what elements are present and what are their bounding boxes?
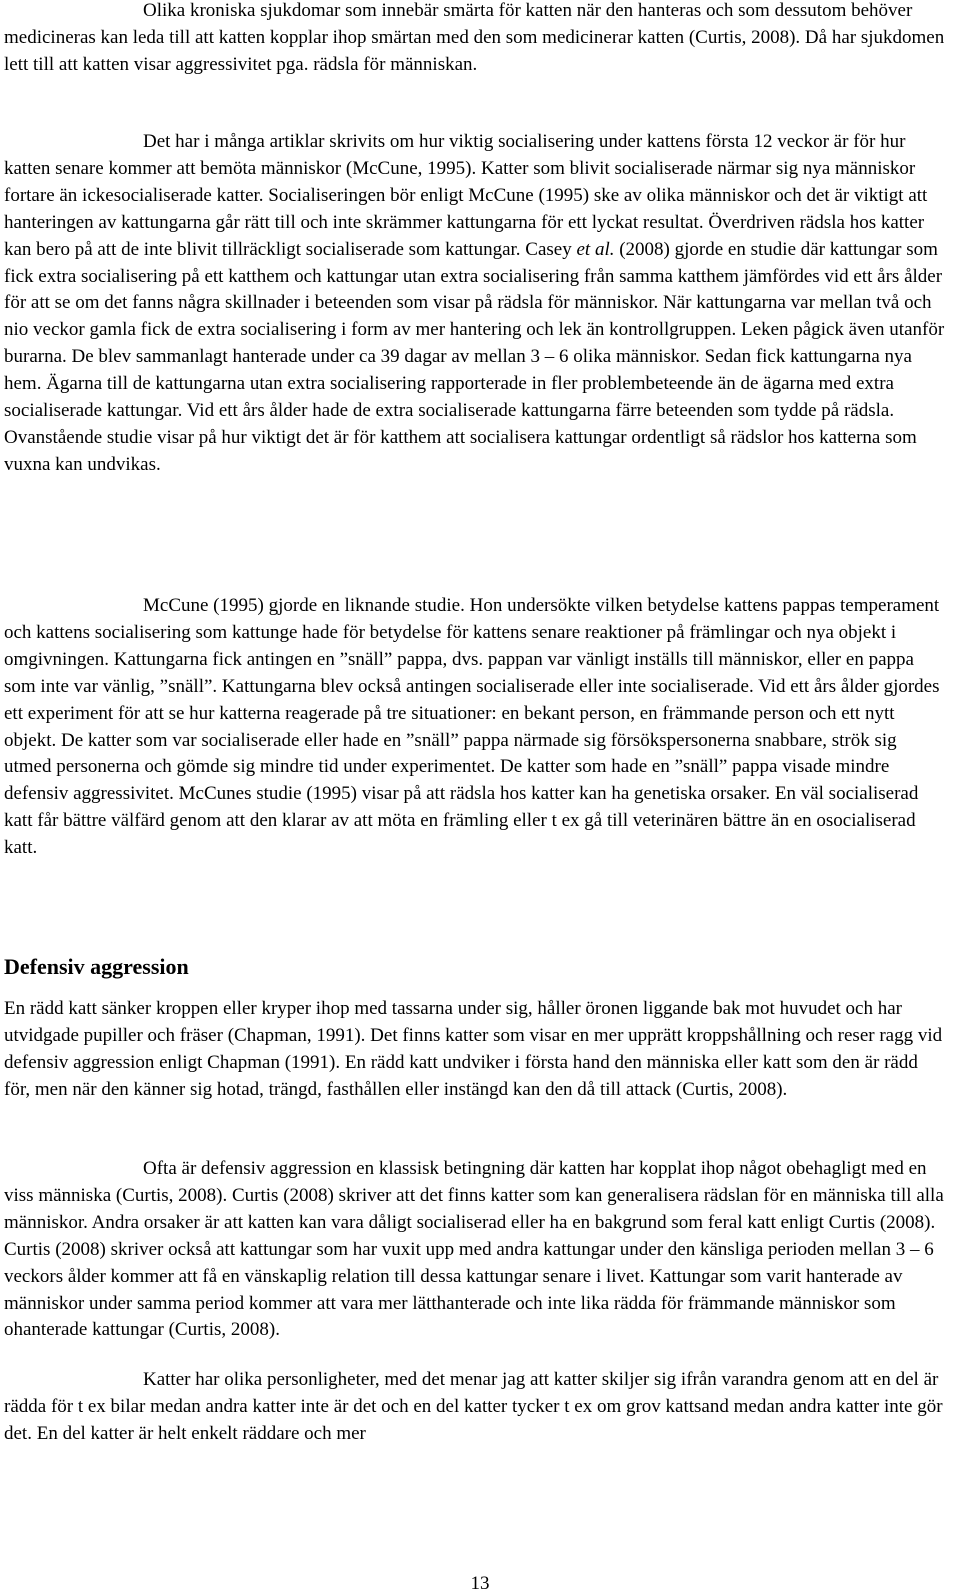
page-number: 13	[470, 1573, 490, 1594]
paragraph-frightened-cat: En rädd katt sänker kroppen eller kryper ihop med tassarna under sig, håller öronen liggande bak mot huvudet och har utvidgade pupiller och fräser (Chapman, 1991). Det finns katter som visar en mer upprätt kroppshållning och reser ragg vid defensiv aggression enligt Chapman (1991). En rädd katt undviker i första hand den människa eller katt som den är rädd för, men när den känner sig hotad, trängd, fasthållen eller instängd kan den då till attack (Curtis, 2008).	[4, 998, 943, 1100]
paragraph-classical-conditioning: Ofta är defensiv aggression en klassisk betingning där katten har kopplat ihop något obehagligt med en viss människa (Curtis, 2008). Curtis (2008) skriver att det finns katter som kan generalisera rädslan för en människa till alla människor. Andra orsaker är att katten kan vara dåligt socialiserad eller ha en bakgrund som feral katt enligt Curtis (2008). Curtis (2008) skriver också att kattungar som har vuxit upp med andra kattungar under den känsliga perioden mellan 3 – 6 veckors ålder kommer att få en vänskaplig relation till dessa kattungar senare i livet. Kattungar som varit hanterade av människor under samma period kommer att vara mer lätthanterade och inte lika rädda för främmande människor som ohanterade kattungar (Curtis, 2008).	[4, 1158, 944, 1341]
paragraph-chronic-disease: Olika kroniska sjukdomar som innebär smärta för katten när den hanteras och som dessutom behöver medicineras kan leda till att katten kopplar ihop smärtan med den som medicinerar katten (Curtis, 2008). Då har sjukdomen lett till att katten visar aggressivitet pga. rädsla för människan.	[4, 0, 945, 75]
paragraph-socialisation	[4, 129, 948, 479]
paragraph-personalities: Katter har olika personligheter, med det menar jag att katter skiljer sig ifrån varandra genom att en del är rädda för t ex bilar medan andra katter inte är det och en del katter tycker t ex om grov kattsand medan andra katter inte gör det. En del katter är helt enkelt räddare och mer	[4, 1369, 943, 1444]
section-heading-defensive-aggression: Defensiv aggression	[4, 954, 189, 979]
paragraph-socialisation-part-a: Det har i många artiklar skrivits om hur viktig socialisering under kattens första 12 veckor är för hur katten senare kommer att bemöta människor (McCune, 1995). Katter som blivit socialiserade närmar sig nya människor fortare än ickesocialiserade katter. Socialiseringen bör enligt McCune (1995) ske av olika människor och det är viktigt att hanteringen av kattungarna går rätt till och inte skrämmer kattungarna för ett lyckat resultat. Överdriven rädsla hos katter kan bero på att de inte blivit tillräckligt socialiserade som kattungar. Casey	[4, 131, 928, 260]
et-al-italic: et al.	[576, 238, 615, 260]
paragraph-mccune-study: McCune (1995) gjorde en liknande studie. Hon undersökte vilken betydelse kattens pappas temperament och kattens socialisering som kattunge hade för betydelse för kattens senare reaktioner på främlingar och nya objekt i omgivningen. Kattungarna fick antingen en ”snäll” pappa, dvs. pappan var vänligt inställs till människor, eller en pappa som inte var vänlig, ”snäll”. Kattungarna blev också antingen socialiserade eller inte socialiserade. Vid ett års ålder gjordes ett experiment för att se hur katterna reagerade på tre situationer: en bekant person, en främmande person och ett nytt objekt. De katter som var socialiserade eller hade en ”snäll” pappa närmade sig försökspersonerna snabbare, strök sig utmed personerna och gömde sig mindre tid under experimentet. De katter som hade en ”snäll” pappa visade mindre defensiv aggressivitet. McCunes studie (1995) visar på att rädsla hos katter kan ha genetiska orsaker. En väl socialiserad katt får bättre välfärd genom att den klarar av att möta en främling eller t ex gå till veterinären bättre än en osocialiserad katt.	[4, 595, 940, 859]
paragraph-socialisation-part-b: (2008) gjorde en studie där kattungar som fick extra socialisering på ett katthem och kattungar utan extra socialisering från samma katthem jämfördes vid ett års ålder för att se om det fanns några skillnader i beteenden som visar på rädsla för människor. När kattungarna var mellan två och nio veckor gamla fick de extra socialisering i form av mer hantering och lek än kontrollgruppen. Leken pågick även utanför burarna. De blev sammanlagt hanterade under ca 39 dagar av mellan 3 – 6 olika människor. Sedan fick kattungarna nya hem. Ägarna till de kattungarna utan extra socialisering rapporterade in fler problembeteende än de ägarna med extra socialiserade kattungar. Vid ett års ålder hade de extra socialiserade kattungarna färre beteenden som tydde på rädsla. Ovanstående studie visar på hur viktigt det är för katthem att socialisera kattungar ordentligt så rädslor hos katterna som vuxna kan undvikas.	[4, 238, 945, 475]
